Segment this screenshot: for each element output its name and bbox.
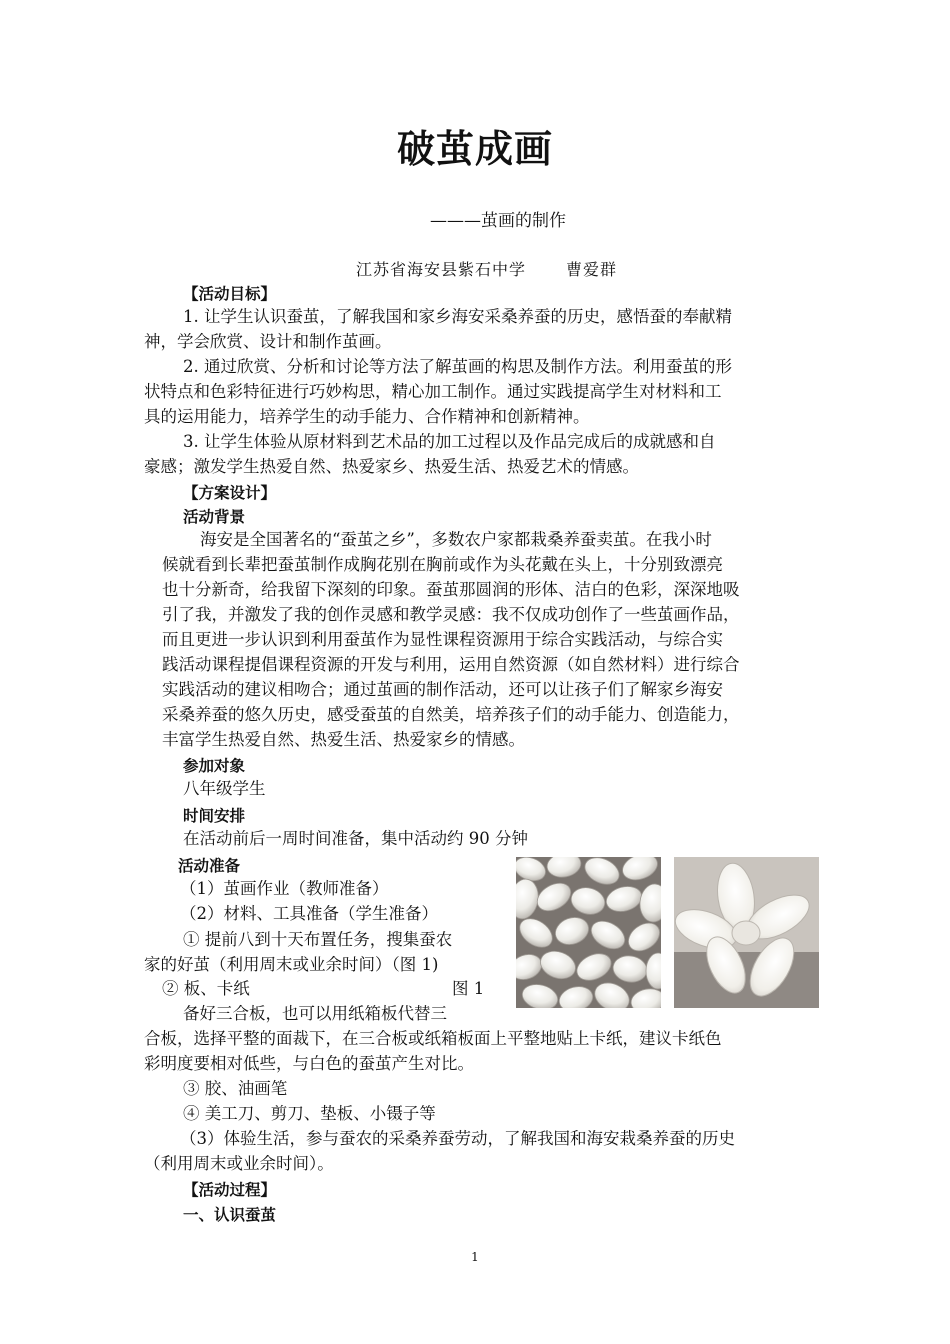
prep-item-2-3: ③ 胶、油画笔 <box>183 1079 288 1098</box>
goal-1-line-1: 1. 让学生认识蚕茧，了解我国和家乡海安采桑养蚕的历史，感悟蚕的奉献精 <box>183 307 732 326</box>
prep-item-1: （1）茧画作业（教师准备） <box>180 879 389 898</box>
author-line <box>356 257 617 280</box>
schedule-text: 在活动前后一周时间准备，集中活动约 90 分钟 <box>183 829 528 848</box>
background-line: 实践活动的建议相吻合；通过茧画的制作活动，还可以让孩子们了解家乡海安 <box>162 680 723 699</box>
goal-heading: 【活动目标】 <box>183 285 277 303</box>
background-line: 丰富学生热爱自然、热爱生活、热爱家乡的情感。 <box>162 730 525 749</box>
background-line: 候就看到长辈把蚕茧制作成胸花别在胸前或作为头花戴在头上，十分别致漂亮 <box>162 555 723 574</box>
design-heading: 【方案设计】 <box>183 484 277 502</box>
background-line: 而且更进一步认识到利用蚕茧作为显性课程资源用于综合实践活动，与综合实 <box>162 630 723 649</box>
page-number: 1 <box>471 1250 479 1264</box>
process-heading: 【活动过程】 <box>183 1181 277 1199</box>
prep-item-2-1-line-1: ① 提前八到十天布置任务，搜集蚕农 <box>183 930 453 949</box>
subtitle: ———茧画的制作 <box>430 211 566 231</box>
prep-item-3-line-2: （利用周末或业余时间）。 <box>144 1154 334 1173</box>
background-line: 海安是全国著名的“蚕茧之乡”，多数农户家都栽桑养蚕卖茧。在我小时 <box>200 530 712 549</box>
background-line: 践活动课程提倡课程资源的开发与利用，运用自然资源（如自然材料）进行综合 <box>162 655 740 674</box>
cocoon-pile-photo <box>516 857 661 1008</box>
prep-item-3-line-1: （3）体验生活，参与蚕农的采桑养蚕劳动，了解我国和海安栽桑养蚕的历史 <box>180 1129 735 1148</box>
author-school: 江苏省海安县紫石中学 <box>356 260 527 279</box>
goal-2-line-1: 2. 通过欣赏、分析和讨论等方法了解茧画的构思及制作方法。利用蚕茧的形 <box>183 357 732 376</box>
cocoon-flower-photo <box>674 857 819 1008</box>
background-line: 引了我，并激发了我的创作灵感和教学灵感：我不仅成功创作了一些茧画作品， <box>162 605 740 624</box>
page-title: 破茧成画 <box>396 127 553 171</box>
prep-item-2-4: ④ 美工刀、剪刀、垫板、小镊子等 <box>183 1104 436 1123</box>
goal-2-line-2: 状特点和色彩特征进行巧妙构思，精心加工制作。通过实践提高学生对材料和工 <box>144 382 722 401</box>
figure-caption: 图 1 <box>452 979 485 998</box>
participants-heading: 参加对象 <box>183 757 246 775</box>
participants-text: 八年级学生 <box>183 779 266 798</box>
background-heading: 活动背景 <box>183 508 246 526</box>
prep-item-2-1-line-2: 家的好茧（利用周末或业余时间）（图 1) <box>144 955 439 974</box>
prep-item-2-2-line-3: 合板，选择平整的面裁下，在三合板或纸箱板面上平整地贴上卡纸，建议卡纸色 <box>144 1029 722 1048</box>
schedule-heading: 时间安排 <box>183 807 246 825</box>
prep-heading: 活动准备 <box>178 857 241 875</box>
prep-item-2: （2）材料、工具准备（学生准备） <box>180 904 438 923</box>
goal-2-line-3: 具的运用能力，培养学生的动手能力、合作精神和创新精神。 <box>144 407 590 426</box>
author-name: 曹爱群 <box>566 260 618 279</box>
background-line: 也十分新奇，给我留下深刻的印象。蚕茧那圆润的形体、洁白的色彩，深深地吸 <box>162 580 740 599</box>
goal-3-line-1: 3. 让学生体验从原材料到艺术品的加工过程以及作品完成后的成就感和自 <box>183 432 716 451</box>
goal-1-line-2: 神，学会欣赏、设计和制作茧画。 <box>144 332 392 351</box>
prep-item-2-2-line-4: 彩明度要相对低些，与白色的蚕茧产生对比。 <box>144 1054 474 1073</box>
prep-item-2-2: ② 板、卡纸 <box>162 979 250 998</box>
step-1-heading: 一、认识蚕茧 <box>183 1206 277 1224</box>
background-line: 采桑养蚕的悠久历史，感受蚕茧的自然美，培养孩子们的动手能力、创造能力， <box>162 705 740 724</box>
prep-item-2-2-line-2: 备好三合板，也可以用纸箱板代替三 <box>183 1004 447 1023</box>
goal-3-line-2: 豪感；激发学生热爱自然、热爱家乡、热爱生活、热爱艺术的情感。 <box>144 457 639 476</box>
